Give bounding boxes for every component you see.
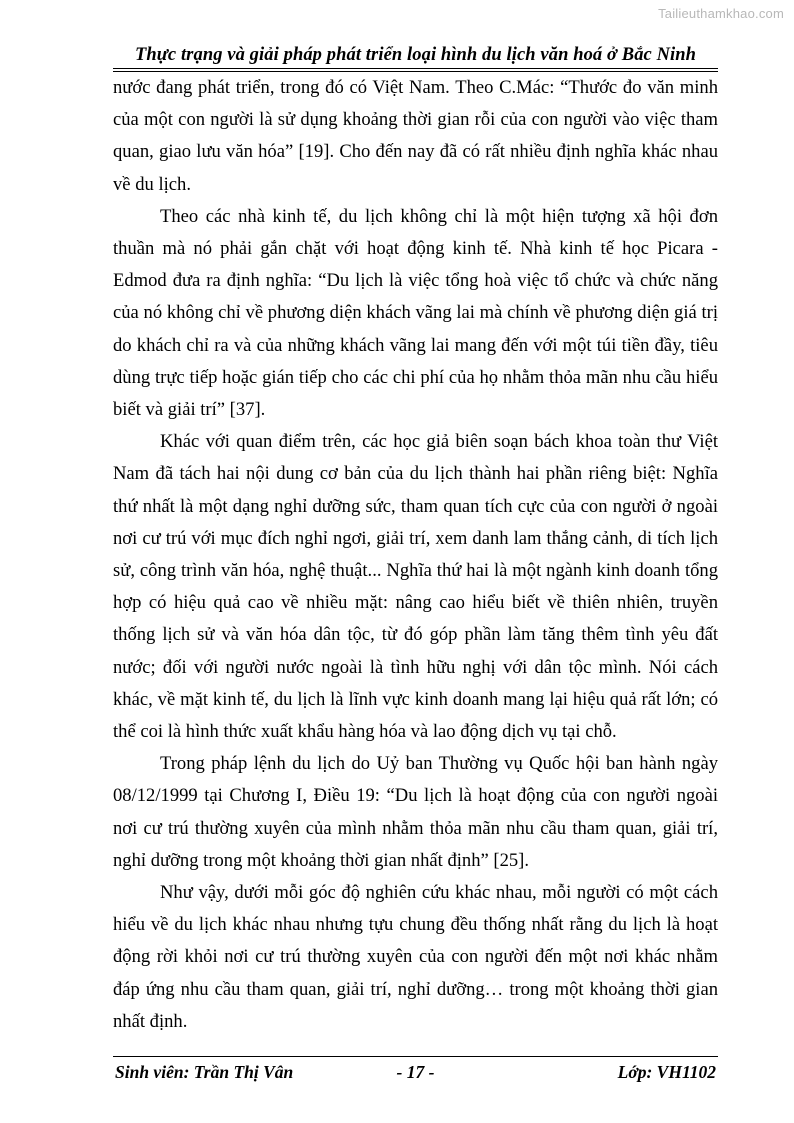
paragraph-5: Như vậy, dưới mỗi góc độ nghiên cứu khác nhau, mỗi người có một cách hiểu về du lịch khác nhau nhưng tựu chung đều thống nhất rằng du lịch là hoạt động rời khỏi nơi cư trú thường xuyên của con người đến một nơi khác nhằm đáp ứng nhu cầu tham quan, giải trí, nghỉ dưỡng… trong một khoảng thời gian nhất định. <box>113 882 718 1032</box>
paragraph-1: nước đang phát triển, trong đó có Việt Nam. Theo C.Mác: “Thước đo văn minh của một con người là sử dụng khoảng thời gian rỗi của con người vào việc tham quan, giao lưu văn hóa” [19]. Cho đến nay đã có rất nhiều định nghĩa khác nhau về du lịch. <box>113 77 718 195</box>
header-divider <box>113 68 718 69</box>
footer-student-name: Sinh viên: Trần Thị Vân <box>115 1062 294 1082</box>
document-body <box>113 72 718 1038</box>
paragraph-4: Trong pháp lệnh du lịch do Uỷ ban Thường vụ Quốc hội ban hành ngày 08/12/1999 tại Chương I, Điều 19: “Du lịch là hoạt động của con người ngoài nơi cư trú thường xuyên của mình nhằm thỏa mãn nhu cầu tham quan, giải trí, nghỉ dưỡng trong một khoảng thời gian nhất định” [25]. <box>113 753 718 871</box>
page-header-title: Thực trạng và giải pháp phát triển loại hình du lịch văn hoá ở Bắc Ninh <box>134 45 697 65</box>
footer-class-code: Lớp: VH1102 <box>617 1062 716 1082</box>
footer-divider <box>113 1056 718 1057</box>
page-footer <box>113 1060 718 1084</box>
watermark-text: Tailieuthamkhao.com <box>658 6 784 21</box>
paragraph-3: Khác với quan điểm trên, các học giả biên soạn bách khoa toàn thư Việt Nam đã tách hai nội dung cơ bản của du lịch thành hai phần riêng biệt: Nghĩa thứ nhất là một dạng nghỉ dưỡng sức, tham quan tích cực của con người ở ngoài nơi cư trú với mục đích nghỉ ngơi, giải trí, xem danh lam thắng cảnh, di tích lịch sử, công trình văn hóa, nghệ thuật... Nghĩa thứ hai là một ngành kinh doanh tổng hợp có hiệu quả cao về nhiều mặt: nâng cao hiểu biết về thiên nhiên, truyền thống lịch sử và văn hóa dân tộc, từ đó góp phần làm tăng thêm tình yêu đất nước; đối với người nước ngoài là tình hữu nghị với dân tộc mình. Nói cách khác, về mặt kinh tế, du lịch là lĩnh vực kinh doanh mang lại hiệu quả rất lớn; có thể coi là hình thức xuất khẩu hàng hóa và lao động dịch vụ tại chỗ. <box>113 431 718 743</box>
paragraph-2: Theo các nhà kinh tế, du lịch không chỉ là một hiện tượng xã hội đơn thuần mà nó phải gắn chặt với hoạt động kinh tế. Nhà kinh tế học Picara - Edmod đưa ra định nghĩa: “Du lịch là việc tổng hoà việc tổ chức và chức năng của nó không chỉ về phương diện khách vãng lai mà chính về phương diện giá trị do khách chỉ ra và của những khách vãng lai mang đến với một túi tiền đầy, tiêu dùng trực tiếp hoặc gián tiếp cho các chi phí của họ nhằm thỏa mãn nhu cầu hiểu biết và giải trí” [37]. <box>113 205 718 421</box>
footer-page-number: - 17 - <box>396 1062 435 1082</box>
